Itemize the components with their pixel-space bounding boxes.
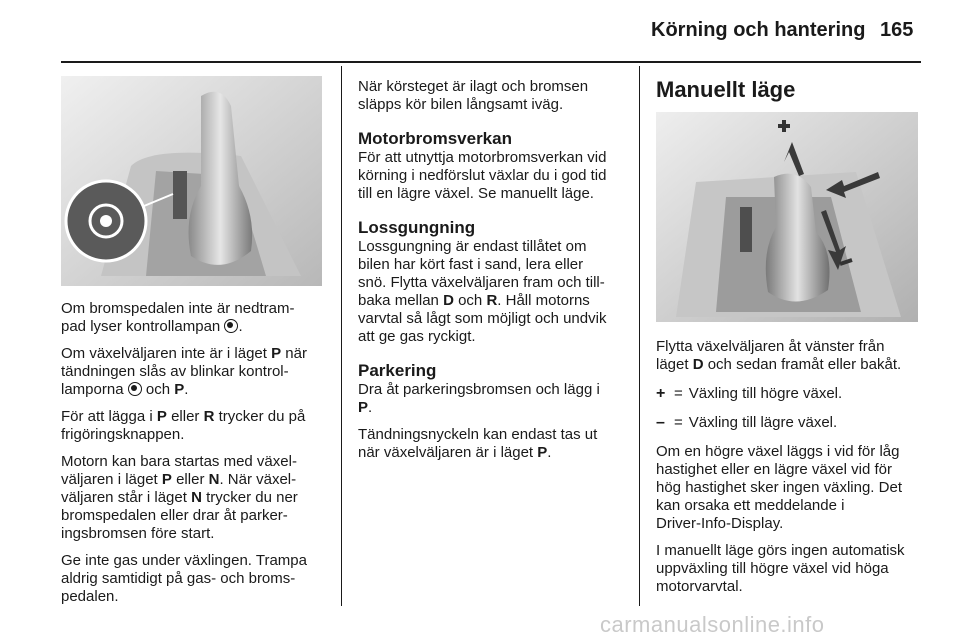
gear-selector-illustration [61,76,322,286]
page-number: 165 [880,19,914,41]
heading-rocking: Lossgungning [358,218,476,237]
paragraph-ignition: Om växelväljaren inte är i läget P när tändningen slås av blinkar kontrol- lamporna och P. [61,345,307,398]
paragraph-no-shift: Om en högre växel läggs i vid för låg hastighet eller en lägre växel vid för hög hastighet sker ingen växling. Det kan orsaka ett meddelande i Driver-Info-Display. [656,443,902,532]
brake-warning-icon [128,382,142,396]
paragraph-ignition-key: Tändningsnyckeln kan endast tas ut när växelväljaren är i läget P. [358,426,598,461]
legend-upshift: + = Växling till högre växel. [656,385,843,402]
paragraph-creep: När körsteget är ilagt och bromsen släpps kör bilen långsamt iväg. [358,78,589,113]
page-header-title: Körning och hantering [651,19,866,41]
paragraph-engine-brake: För att utnyttja motorbromsverkan vid körning i nedförslut växlar du i god tid till en lägre växel. Se manuellt läge. [358,149,607,202]
column-3-text [656,338,931,605]
paragraph-no-throttle: Ge inte gas under växlingen. Trampa aldrig samtidigt på gas- och broms- pedalen. [61,552,307,605]
manual-mode-illustration [656,112,918,322]
brake-warning-icon [224,319,238,333]
minus-icon: – [656,414,665,431]
heading-manual-mode: Manuellt läge [656,77,796,102]
paragraph-manual-move: Flytta växelväljaren åt vänster från läget D och sedan framåt eller bakåt. [656,338,902,373]
column-2-text [358,78,633,471]
paragraph-engine-start: Motorn kan bara startas med växel- väljaren i läget P eller N. När växel- väljaren står i läget N trycker du ner bromspedalen eller drar åt parker- ingsbromsen före start. [61,453,298,542]
paragraph-no-auto-upshift: I manuellt läge görs ingen automatisk uppväxling till högre växel vid höga motorvarvtal. [656,542,905,595]
gear-selector-photo [61,76,322,286]
column-divider-2 [639,66,640,606]
paragraph-parking: Dra åt parkeringsbromsen och lägg i P. [358,381,600,416]
column-divider-1 [341,66,342,606]
paragraph-rocking: Lossgungning är endast tillåtet om bilen har kört fast i sand, lera eller snö. Flytta växelväljaren fram och till- baka mellan D och R. Håll motorns varvtal så lågt som möjligt och undvik att ge gas ryckigt. [358,238,607,345]
watermark: carmanualsonline.info [600,612,825,637]
column-3-heading [656,76,926,104]
paragraph-brake-lamp: Om bromspedalen inte är nedtram- pad lyser kontrollampan . [61,300,295,335]
manual-mode-photo [656,112,918,322]
column-1-text [61,300,331,615]
heading-parking: Parkering [358,361,437,380]
legend-downshift: – = Växling till lägre växel. [656,414,838,431]
paragraph-release-button: För att lägga i P eller R trycker du på frigöringsknappen. [61,408,306,443]
plus-icon: + [656,385,666,402]
header-rule [61,61,921,63]
heading-engine-brake: Motorbromsverkan [358,129,512,148]
